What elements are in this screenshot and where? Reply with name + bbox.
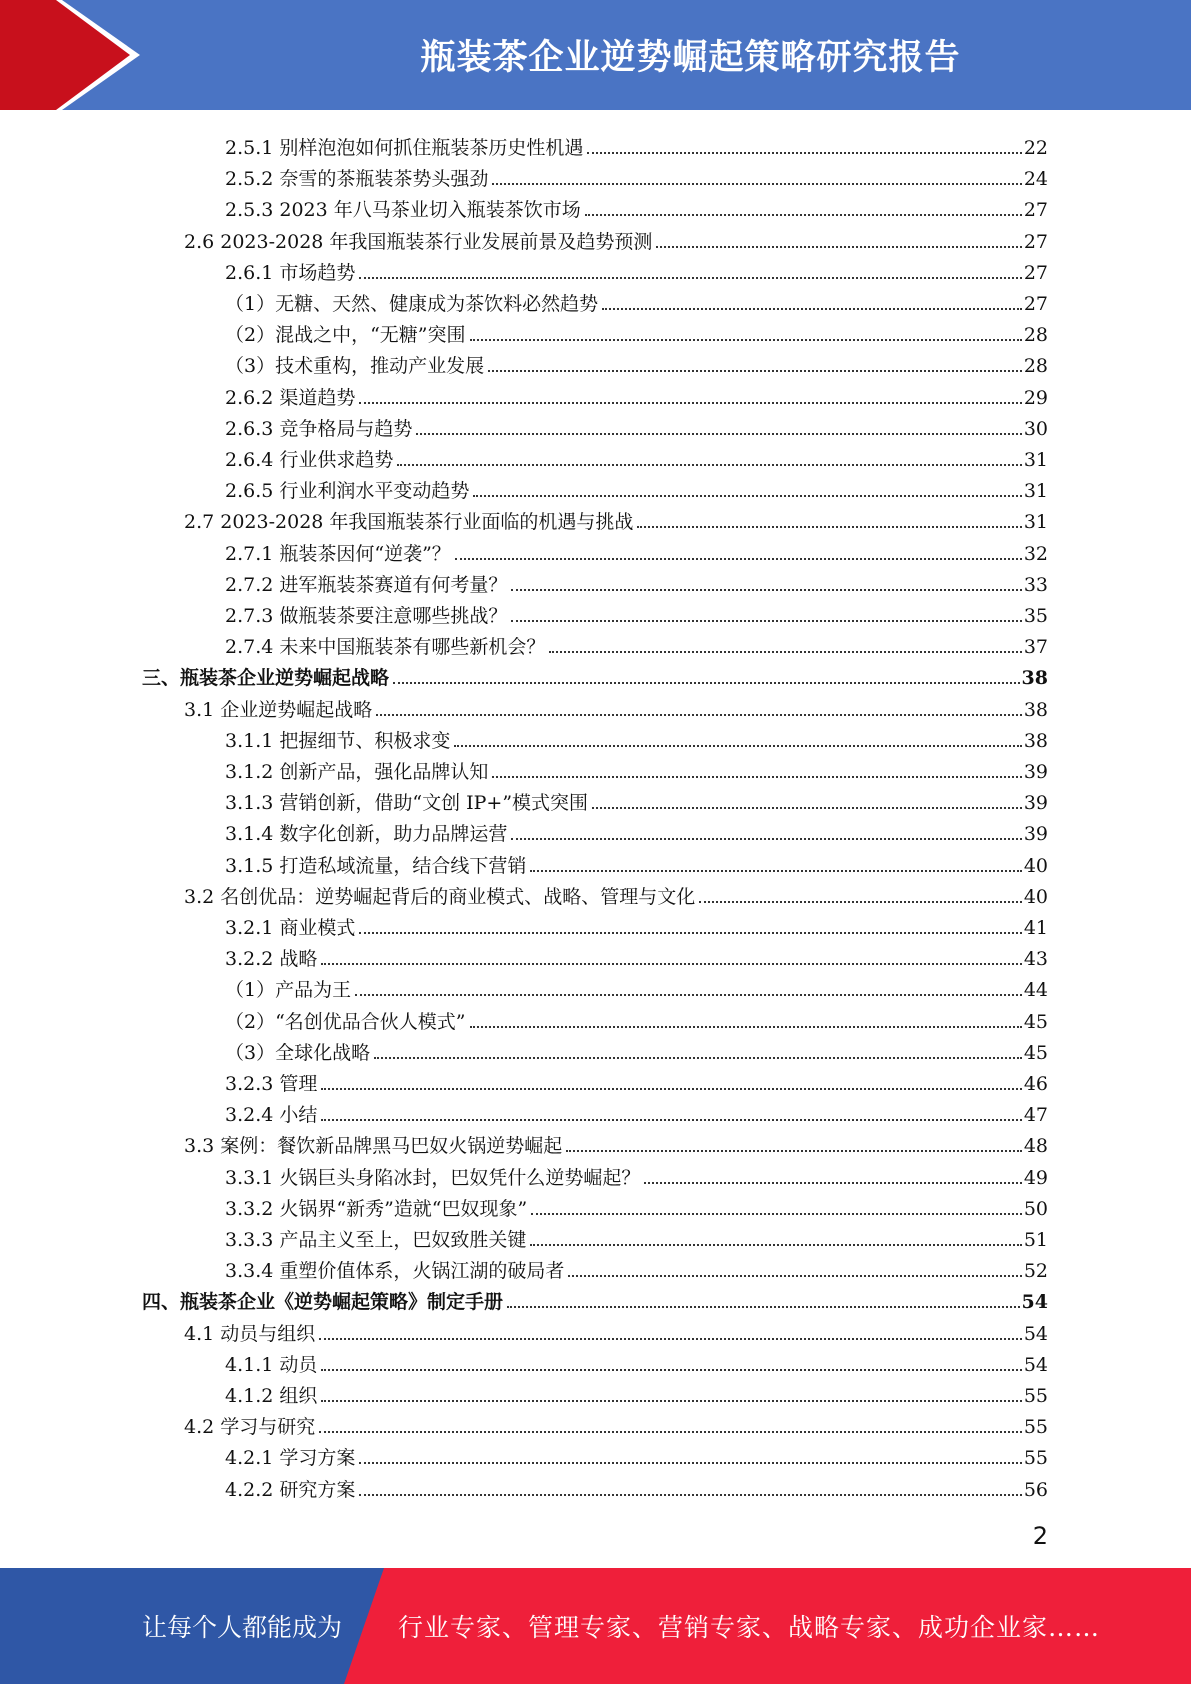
toc-entry-label: （2）“名创优品合伙人模式” <box>225 1010 466 1033</box>
toc-entry-label: 4.1.2 组织 <box>225 1385 318 1407</box>
toc-entry-page: 50 <box>1023 1197 1048 1220</box>
toc-entry-page: 28 <box>1023 355 1048 378</box>
toc-entry-page: 38 <box>1023 698 1048 721</box>
toc-dot-leader <box>585 214 1022 216</box>
toc-dot-leader <box>531 1213 1022 1215</box>
toc-entry[interactable] <box>184 502 1048 533</box>
toc-dot-leader <box>511 589 1021 591</box>
toc-entry-label: 4.1.1 动员 <box>225 1353 318 1376</box>
toc-entry-page: 27 <box>1023 261 1048 284</box>
toc-dot-leader <box>359 1494 1021 1496</box>
toc-entry-page: 55 <box>1023 1385 1048 1407</box>
toc-entry-label: 2.6.4 行业供求趋势 <box>225 449 394 471</box>
toc-entry-label: 3.3.1 火锅巨头身陷冰封，巴奴凭什么逆势崛起？ <box>225 1166 641 1189</box>
toc-entry-page: 27 <box>1023 199 1048 222</box>
toc-entry-page: 51 <box>1023 1229 1048 1251</box>
toc-entry[interactable] <box>225 128 1048 159</box>
toc-entry-label: 4.2.2 研究方案 <box>225 1478 356 1501</box>
toc-entry-page: 24 <box>1023 168 1048 191</box>
toc-entry[interactable] <box>225 1376 1048 1407</box>
toc-dot-leader <box>566 1150 1022 1152</box>
toc-dot-leader <box>549 651 1021 653</box>
toc-entry-page: 39 <box>1023 792 1048 815</box>
footer-slogan: 让每个人都能成为 <box>142 1613 343 1642</box>
toc-entry-page: 35 <box>1023 605 1048 627</box>
toc-dot-leader <box>470 1026 1022 1028</box>
toc-entry-page: 55 <box>1023 1416 1048 1439</box>
toc-entry-label: 2.7.4 未来中国瓶装茶有哪些新机会？ <box>225 636 546 659</box>
toc-dot-leader <box>568 1275 1021 1277</box>
toc-entry-label: 2.7.1 瓶装茶因何“逆袭”？ <box>225 542 451 565</box>
toc-entry[interactable] <box>225 1470 1048 1501</box>
toc-entry-page: 40 <box>1023 854 1048 877</box>
toc-entry[interactable] <box>225 378 1048 409</box>
toc-dot-leader <box>319 1431 1022 1433</box>
toc-entry-page: 31 <box>1023 511 1048 534</box>
toc-entry-label: 2.5.1 别样泡泡如何抓住瓶装茶历史性机遇 <box>225 137 584 159</box>
toc-entry[interactable] <box>225 471 1048 502</box>
toc-entry-label: （3）技术重构，推动产业发展 <box>225 355 485 378</box>
toc-entry-label: 4.2.1 学习方案 <box>225 1447 356 1470</box>
toc-entry[interactable] <box>225 970 1048 1001</box>
toc-entry-page: 46 <box>1023 1073 1048 1095</box>
toc-entry-page: 48 <box>1023 1135 1048 1158</box>
toc-entry[interactable] <box>225 1438 1048 1469</box>
toc-dot-leader <box>507 1306 1020 1308</box>
toc-dot-leader <box>359 932 1021 934</box>
toc-entry-page: 54 <box>1021 1291 1048 1314</box>
toc-entry-label: 3.2 名创优品：逆势崛起背后的商业模式、战略、管理与文化 <box>184 885 696 908</box>
toc-dot-leader <box>374 1057 1022 1059</box>
toc-entry-label: 2.5.3 2023 年八马茶业切入瓶装茶饮市场 <box>225 199 581 222</box>
toc-entry-label: 3.2.2 战略 <box>225 948 318 971</box>
toc-dot-leader <box>656 246 1021 248</box>
toc-entry-page: 30 <box>1023 417 1048 440</box>
toc-entry[interactable] <box>184 877 1048 908</box>
toc-entry-label: 4.1 动员与组织 <box>184 1322 316 1345</box>
toc-dot-leader <box>602 308 1022 310</box>
toc-entry-page: 44 <box>1023 979 1048 1002</box>
toc-entry-label: 3.2.4 小结 <box>225 1104 318 1127</box>
toc-entry[interactable] <box>142 658 1048 689</box>
toc-entry-page: 39 <box>1023 761 1048 783</box>
page-header <box>0 0 1191 110</box>
toc-entry[interactable] <box>225 1251 1048 1282</box>
toc-dot-leader <box>416 433 1021 435</box>
toc-entry-page: 45 <box>1023 1010 1048 1033</box>
toc-dot-leader <box>321 963 1021 965</box>
toc-dot-leader <box>473 495 1021 497</box>
toc-entry-page: 38 <box>1023 729 1048 752</box>
toc-entry[interactable] <box>225 284 1048 315</box>
toc-entry-label: 3.1.1 把握细节、积极求变 <box>225 729 451 752</box>
toc-entry[interactable] <box>225 721 1048 752</box>
toc-entry-label: 3.1 企业逆势崛起战略 <box>184 698 373 721</box>
toc-entry-label: 3.2.1 商业模式 <box>225 917 356 939</box>
toc-entry-label: 2.6.2 渠道趋势 <box>225 386 356 409</box>
toc-entry-label: （1）无糖、天然、健康成为茶饮料必然趋势 <box>225 293 599 315</box>
toc-entry-page: 29 <box>1023 386 1048 409</box>
toc-entry-label: 3.1.5 打造私域流量，结合线下营销 <box>225 854 527 877</box>
toc-dot-leader <box>470 339 1022 341</box>
toc-entry-page: 54 <box>1023 1322 1048 1345</box>
toc-entry-label: 3.3.2 火锅界“新秀”造就“巴奴现象” <box>225 1197 528 1220</box>
toc-dot-leader <box>321 1400 1021 1402</box>
toc-entry-label: 三、瓶装茶企业逆势崛起战略 <box>142 667 390 690</box>
toc-entry-page: 32 <box>1023 542 1048 565</box>
toc-entry-label: 3.3.4 重塑价值体系，火锅江湖的破局者 <box>225 1260 565 1283</box>
toc-entry[interactable] <box>184 1314 1048 1345</box>
toc-dot-leader <box>511 838 1021 840</box>
toc-entry[interactable] <box>225 627 1048 658</box>
toc-entry-page: 33 <box>1023 573 1048 596</box>
toc-dot-leader <box>319 1338 1022 1340</box>
toc-entry[interactable] <box>184 690 1048 721</box>
toc-entry[interactable] <box>225 534 1048 565</box>
toc-entry[interactable] <box>225 1158 1048 1189</box>
toc-entry[interactable] <box>225 846 1048 877</box>
page-number: 2 <box>1032 1522 1048 1550</box>
toc-entry-label: 2.6.5 行业利润水平变动趋势 <box>225 480 470 503</box>
toc-entry-page: 47 <box>1023 1104 1048 1127</box>
toc-entry[interactable] <box>225 315 1048 346</box>
toc-entry[interactable] <box>225 1189 1048 1220</box>
toc-entry-page: 27 <box>1023 293 1048 315</box>
toc-entry[interactable] <box>225 1064 1048 1095</box>
toc-dot-leader <box>587 152 1021 154</box>
toc-dot-leader <box>530 1244 1021 1246</box>
toc-entry-label: 2.7 2023-2028 年我国瓶装茶行业面临的机遇与挑战 <box>184 511 634 534</box>
toc-entry[interactable] <box>225 159 1048 190</box>
toc-dot-leader <box>376 714 1022 716</box>
toc-entry-page: 41 <box>1023 917 1048 939</box>
toc-entry-label: 3.1.2 创新产品，强化品牌认知 <box>225 761 489 783</box>
toc-dot-leader <box>592 807 1022 809</box>
toc-entry-label: 2.6.3 竞争格局与趋势 <box>225 417 413 440</box>
toc-entry[interactable] <box>225 565 1048 596</box>
toc-dot-leader <box>321 1088 1021 1090</box>
toc-entry-page: 49 <box>1023 1166 1048 1189</box>
header-arrow-icon <box>0 0 150 110</box>
toc-entry[interactable] <box>225 783 1048 814</box>
toc-entry-page: 38 <box>1021 667 1048 690</box>
toc-entry[interactable] <box>225 1345 1048 1376</box>
toc-entry-label: （3）全球化战略 <box>225 1041 371 1064</box>
toc-dot-leader <box>699 901 1022 903</box>
report-title: 瓶装茶企业逆势崛起策略研究报告 <box>420 38 961 78</box>
toc-entry-page: 43 <box>1023 948 1048 971</box>
toc-entry-label: 2.6 2023-2028 年我国瓶装茶行业发展前景及趋势预测 <box>184 230 653 253</box>
toc-dot-leader <box>359 402 1021 404</box>
toc-dot-leader <box>355 994 1022 996</box>
toc-entry[interactable] <box>225 1095 1048 1126</box>
toc-entry[interactable] <box>184 1126 1048 1157</box>
toc-entry-label: 2.7.3 做瓶装茶要注意哪些挑战？ <box>225 605 508 627</box>
toc-entry-page: 28 <box>1023 324 1048 347</box>
toc-dot-leader <box>455 558 1022 560</box>
toc-dot-leader <box>488 370 1022 372</box>
toc-dot-leader <box>393 682 1020 684</box>
toc-entry[interactable] <box>184 1407 1048 1438</box>
toc-entry-page: 22 <box>1023 137 1048 159</box>
toc-entry-page: 56 <box>1023 1478 1048 1501</box>
toc-entry[interactable] <box>225 752 1048 783</box>
toc-entry-label: （1）产品为王 <box>225 979 352 1002</box>
toc-entry-label: 4.2 学习与研究 <box>184 1416 316 1439</box>
toc-dot-leader <box>530 870 1021 872</box>
toc-dot-leader <box>359 277 1021 279</box>
toc-entry-page: 37 <box>1023 636 1048 659</box>
page-footer <box>0 1568 1191 1684</box>
toc-entry[interactable] <box>225 939 1048 970</box>
toc-dot-leader <box>644 1182 1021 1184</box>
toc-dot-leader <box>511 620 1021 622</box>
toc-entry-page: 52 <box>1023 1260 1048 1283</box>
toc-entry[interactable] <box>225 814 1048 845</box>
toc-entry[interactable] <box>225 409 1048 440</box>
toc-entry-page: 54 <box>1023 1353 1048 1376</box>
toc-entry-label: 2.5.2 奈雪的茶瓶装茶势头强劲 <box>225 168 489 191</box>
toc-entry[interactable] <box>225 1002 1048 1033</box>
toc-entry[interactable] <box>225 1033 1048 1064</box>
toc-entry-label: 3.2.3 管理 <box>225 1073 318 1095</box>
toc-entry-label: （2）混战之中，“无糖”突围 <box>225 324 466 347</box>
toc-entry-page: 31 <box>1023 480 1048 503</box>
footer-roles: 行业专家、管理专家、营销专家、战略专家、成功企业家…… <box>398 1613 1101 1642</box>
toc-entry-label: 2.6.1 市场趋势 <box>225 261 356 284</box>
toc-dot-leader <box>321 1369 1021 1371</box>
toc-entry-label: 3.3 案例：餐饮新品牌黑马巴奴火锅逆势崛起 <box>184 1135 563 1158</box>
toc-entry-page: 27 <box>1023 230 1048 253</box>
toc-entry-page: 45 <box>1023 1041 1048 1064</box>
toc-entry[interactable] <box>184 222 1048 253</box>
toc-entry[interactable] <box>225 440 1048 471</box>
toc-dot-leader <box>359 1462 1021 1464</box>
toc-dot-leader <box>492 183 1021 185</box>
toc-dot-leader <box>397 464 1021 466</box>
toc-entry-page: 40 <box>1023 885 1048 908</box>
toc-entry-label: 3.1.3 营销创新，借助“文创 IP+”模式突围 <box>225 792 589 815</box>
toc-dot-leader <box>637 526 1021 528</box>
toc-entry-label: 四、瓶装茶企业《逆势崛起策略》制定手册 <box>142 1291 504 1314</box>
toc-entry-page: 39 <box>1023 823 1048 846</box>
toc-entry[interactable] <box>225 253 1048 284</box>
toc-entry[interactable] <box>225 596 1048 627</box>
toc-dot-leader <box>454 745 1021 747</box>
toc-dot-leader <box>492 776 1021 778</box>
toc-entry-page: 31 <box>1023 449 1048 471</box>
toc-entry[interactable] <box>225 1220 1048 1251</box>
toc-entry-page: 55 <box>1023 1447 1048 1470</box>
toc-entry[interactable] <box>142 1282 1048 1313</box>
toc-entry[interactable] <box>225 346 1048 377</box>
toc-dot-leader <box>321 1119 1021 1121</box>
toc-entry[interactable] <box>225 190 1048 221</box>
toc-entry[interactable] <box>225 908 1048 939</box>
toc-entry-label: 3.3.3 产品主义至上，巴奴致胜关键 <box>225 1229 527 1251</box>
toc-entry-label: 2.7.2 进军瓶装茶赛道有何考量？ <box>225 573 508 596</box>
toc-entry-label: 3.1.4 数字化创新，助力品牌运营 <box>225 823 508 846</box>
